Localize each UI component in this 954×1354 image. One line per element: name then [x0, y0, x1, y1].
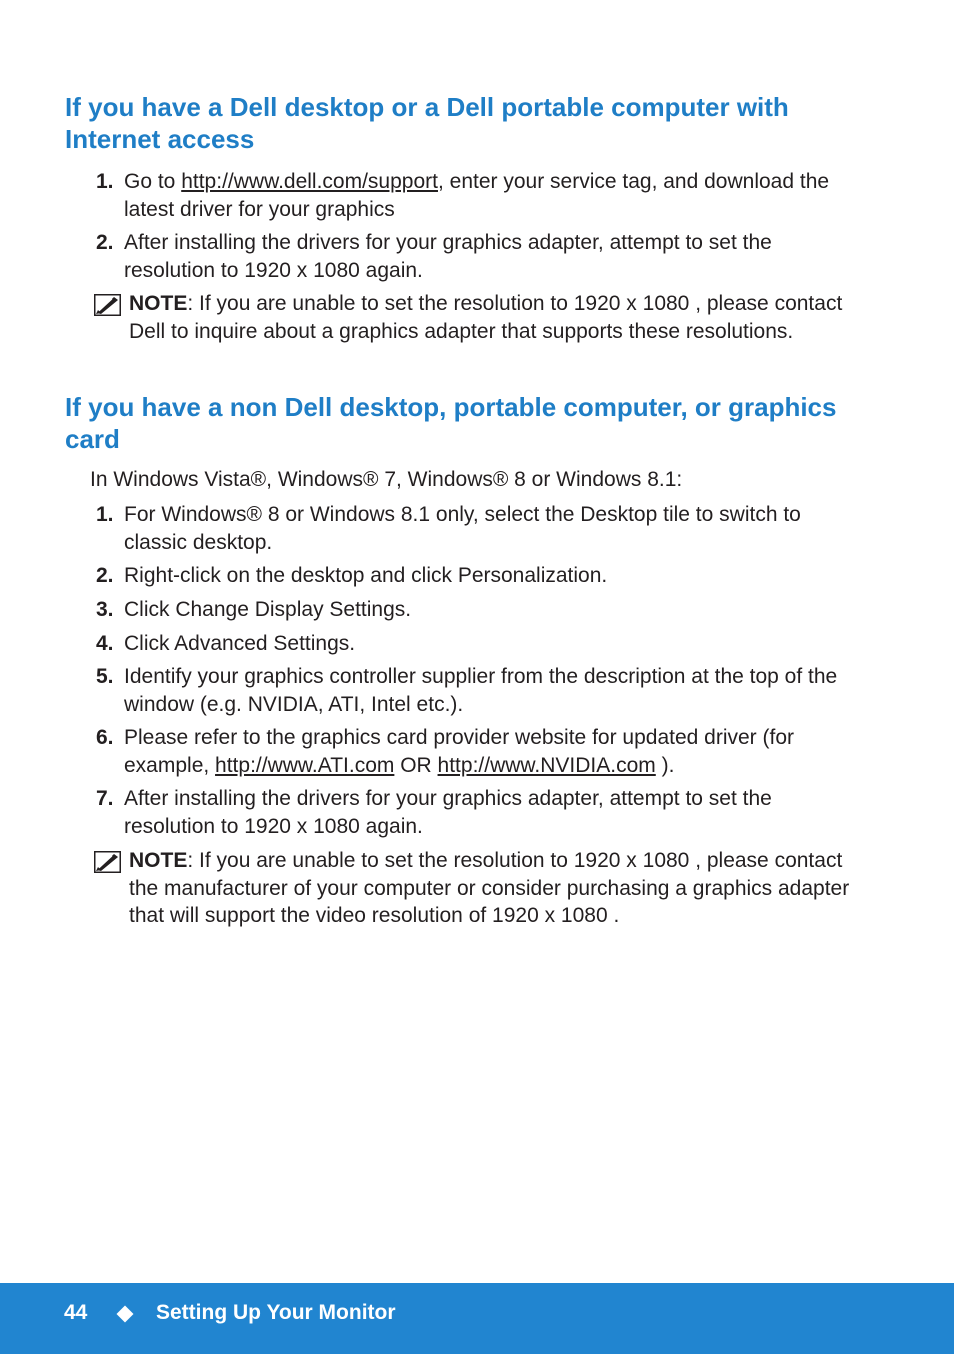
- step-text: Click Change Display Settings.: [124, 598, 412, 621]
- step-text: After installing the drivers for your graphics adapter, attempt to set the resolution to 1920 x 1080 again.: [124, 231, 772, 282]
- step-7-non-dell: [96, 785, 866, 840]
- nvidia-link[interactable]: http://www.NVIDIA.com: [437, 753, 656, 777]
- step-number: 1.: [96, 170, 114, 193]
- step-1-non-dell: [96, 501, 866, 556]
- section-heading-non-dell: If you have a non Dell desktop, portable computer, or graphics card: [65, 392, 837, 454]
- note-label: NOTE: [129, 849, 188, 872]
- page-footer: [0, 1283, 954, 1354]
- footer-title: Setting Up Your Monitor: [156, 1301, 396, 1324]
- note-text: : If you are unable to set the resolution to 1920 x 1080 , please contact Dell to inquire about a graphics adapter that supports these resolutions.: [129, 292, 843, 343]
- intro-text: In Windows Vista®, Windows® 7, Windows® 8 or Windows 8.1:: [90, 468, 683, 491]
- section-heading-dell-computer: If you have a Dell desktop or a Dell portable computer with Internet access: [65, 92, 789, 154]
- step-number: 5.: [96, 665, 114, 688]
- step-1-dell: [96, 168, 866, 223]
- step-text: Go to http://www.dell.com/support, enter your service tag, and download the latest driver for your graphics: [124, 170, 830, 221]
- diamond-icon: [117, 1306, 134, 1323]
- step-number: 4.: [96, 632, 114, 655]
- step-2-dell: [96, 229, 866, 284]
- step-number: 2.: [96, 564, 114, 587]
- dell-support-link[interactable]: http://www.dell.com/support: [181, 170, 438, 193]
- step-text: Identify your graphics controller supplier from the description at the top of the window (e.g. NVIDIA, ATI, Intel etc.).: [124, 665, 838, 716]
- step-number: 6.: [96, 726, 114, 749]
- ati-link[interactable]: http://www.ATI.com: [215, 753, 395, 777]
- step-text: After installing the drivers for your graphics adapter, attempt to set the resolution to 1920 x 1080 again.: [124, 787, 772, 838]
- step-text: Click Advanced Settings.: [124, 632, 356, 655]
- page-number: 44: [64, 1301, 88, 1324]
- note-label: NOTE: [129, 292, 188, 315]
- note-dell: [94, 290, 864, 345]
- note-text: : If you are unable to set the resolution to 1920 x 1080 , please contact the manufacturer of your computer or consider purchasing a graphics adapter that will support the video resolution of 1920 x 1080 .: [129, 849, 850, 927]
- pencil-note-icon: [94, 851, 121, 873]
- step-text: Right-click on the desktop and click Personalization.: [124, 564, 608, 587]
- step-text: Please refer to the graphics card provider website for updated driver (for example, http://www.ATI.com OR http://www.NVIDIA.com ).: [124, 726, 795, 777]
- step-4-non-dell: [96, 630, 866, 658]
- pencil-note-icon: [94, 294, 121, 316]
- step-2-non-dell: [96, 562, 866, 590]
- step-5-non-dell: [96, 663, 866, 718]
- step-number: 7.: [96, 787, 114, 810]
- step-number: 3.: [96, 598, 114, 621]
- step-number: 2.: [96, 231, 114, 254]
- step-3-non-dell: [96, 596, 866, 624]
- step-number: 1.: [96, 503, 114, 526]
- note-non-dell: [94, 847, 864, 930]
- step-text: For Windows® 8 or Windows 8.1 only, select the Desktop tile to switch to classic desktop.: [124, 503, 801, 554]
- step-6-non-dell: [96, 724, 866, 779]
